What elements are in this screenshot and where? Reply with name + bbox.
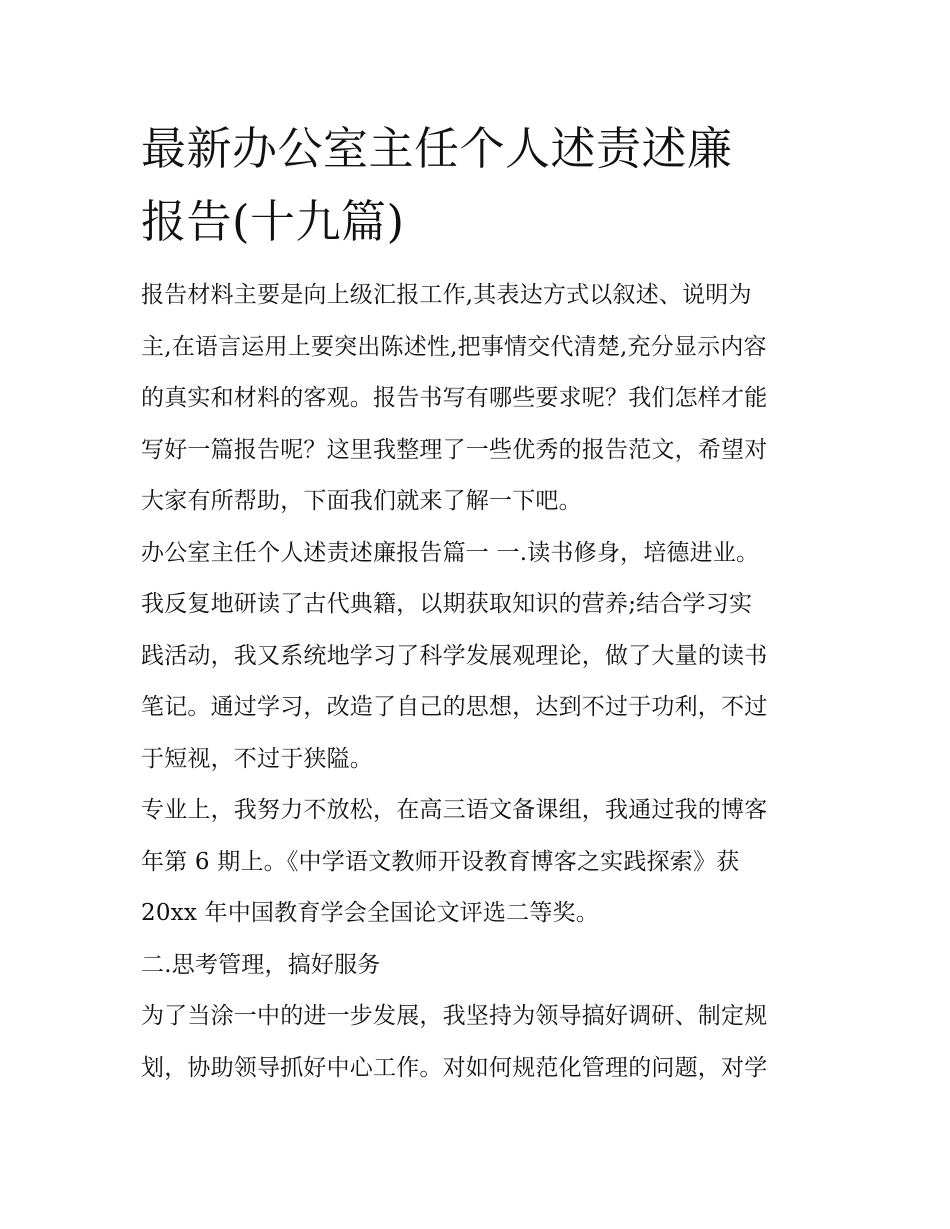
title-line-2: 报告(十九篇) [141, 195, 405, 248]
body-line: 于短视，不过于狭隘。 [141, 745, 373, 772]
document-title [141, 112, 816, 258]
body-line: 专业上，我努力不放松，在高三语文备课组，我通过我的博客 [141, 797, 768, 823]
body-line: 大家有所帮助，下面我们就来了解一下吧。 [141, 488, 582, 514]
title-line-1: 最新办公室主任个人述责述廉 [141, 122, 733, 175]
body-line: 主,在语言运用上要突出陈述性,把事情交代清楚,充分显示内容 [141, 333, 767, 360]
body-line: 20xx 年中国教育学会全国论文评选二等奖。 [141, 900, 599, 926]
document-content [141, 112, 816, 1094]
body-line: 年第 6 期上。《中学语文教师开设教育博客之实践探索》获 [141, 848, 740, 875]
body-line: 为了当涂一中的进一步发展，我坚持为领导搞好调研、制定规 [141, 1003, 768, 1029]
body-line: 报告材料主要是向上级汇报工作,其表达方式以叙述、说明为 [141, 282, 752, 308]
body-line: 二.思考管理，搞好服务 [141, 951, 381, 978]
body-line: 的真实和材料的客观。报告书写有哪些要求呢？我们怎样才能 [141, 385, 768, 411]
body-line: 写好一篇报告呢？这里我整理了一些优秀的报告范文，希望对 [141, 436, 768, 463]
document-body [141, 270, 816, 1094]
body-line: 划，协助领导抓好中心工作。对如何规范化管理的问题，对学 [141, 1054, 768, 1081]
body-line: 我反复地研读了古代典籍，以期获取知识的营养;结合学习实 [141, 591, 753, 617]
body-line: 办公室主任个人述责述廉报告篇一 一.读书修身，培德进业。 [141, 539, 760, 566]
body-line: 笔记。通过学习，改造了自己的思想，达到不过于功利，不过 [141, 694, 768, 720]
body-line: 践活动，我又系统地学习了科学发展观理论，做了大量的读书 [141, 642, 768, 669]
